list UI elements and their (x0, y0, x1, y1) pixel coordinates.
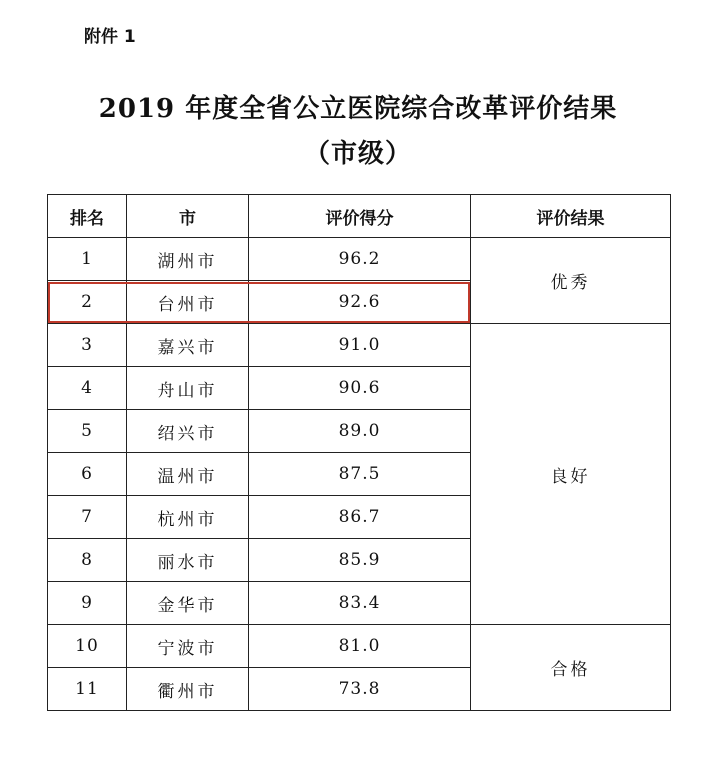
table-header-row (48, 195, 671, 238)
score-cell: 83.4 (249, 582, 471, 625)
rank-cell: 2 (48, 281, 127, 324)
attachment-label: 附件 1 (84, 27, 136, 47)
rank-cell: 8 (48, 539, 127, 582)
header-score: 评价得分 (249, 195, 471, 238)
header-rank: 排名 (48, 195, 127, 238)
table-row (48, 625, 671, 668)
city-cell: 宁波市 (127, 625, 249, 668)
score-cell: 90.6 (249, 367, 471, 410)
city-cell: 温州市 (127, 453, 249, 496)
city-cell: 绍兴市 (127, 410, 249, 453)
city-cell: 舟山市 (127, 367, 249, 410)
rank-cell: 1 (48, 238, 127, 281)
city-cell: 衢州市 (127, 668, 249, 711)
score-cell: 89.0 (249, 410, 471, 453)
rank-cell: 5 (48, 410, 127, 453)
score-cell: 87.5 (249, 453, 471, 496)
score-cell: 91.0 (249, 324, 471, 367)
grade-cell-good: 良好 (471, 324, 671, 625)
rank-cell: 11 (48, 668, 127, 711)
score-cell: 81.0 (249, 625, 471, 668)
header-city: 市 (127, 195, 249, 238)
rank-cell: 10 (48, 625, 127, 668)
grade-cell-pass: 合格 (471, 625, 671, 711)
city-cell: 杭州市 (127, 496, 249, 539)
city-cell: 台州市 (127, 281, 249, 324)
score-cell: 86.7 (249, 496, 471, 539)
header-grade: 评价结果 (471, 195, 671, 238)
table-row (48, 238, 671, 281)
document-subtitle: （市级） (303, 139, 412, 169)
rank-cell: 4 (48, 367, 127, 410)
rank-cell: 7 (48, 496, 127, 539)
city-cell: 嘉兴市 (127, 324, 249, 367)
grade-cell-excellent: 优秀 (471, 238, 671, 324)
rank-cell: 6 (48, 453, 127, 496)
document-title: 2019 年度全省公立医院综合改革评价结果 (98, 94, 618, 124)
city-cell: 金华市 (127, 582, 249, 625)
rank-cell: 3 (48, 324, 127, 367)
score-cell: 96.2 (249, 238, 471, 281)
score-cell: 92.6 (249, 281, 471, 324)
city-cell: 湖州市 (127, 238, 249, 281)
score-cell: 73.8 (249, 668, 471, 711)
rank-cell: 9 (48, 582, 127, 625)
score-cell: 85.9 (249, 539, 471, 582)
evaluation-results-table (47, 194, 671, 711)
city-cell: 丽水市 (127, 539, 249, 582)
table-row (48, 324, 671, 367)
